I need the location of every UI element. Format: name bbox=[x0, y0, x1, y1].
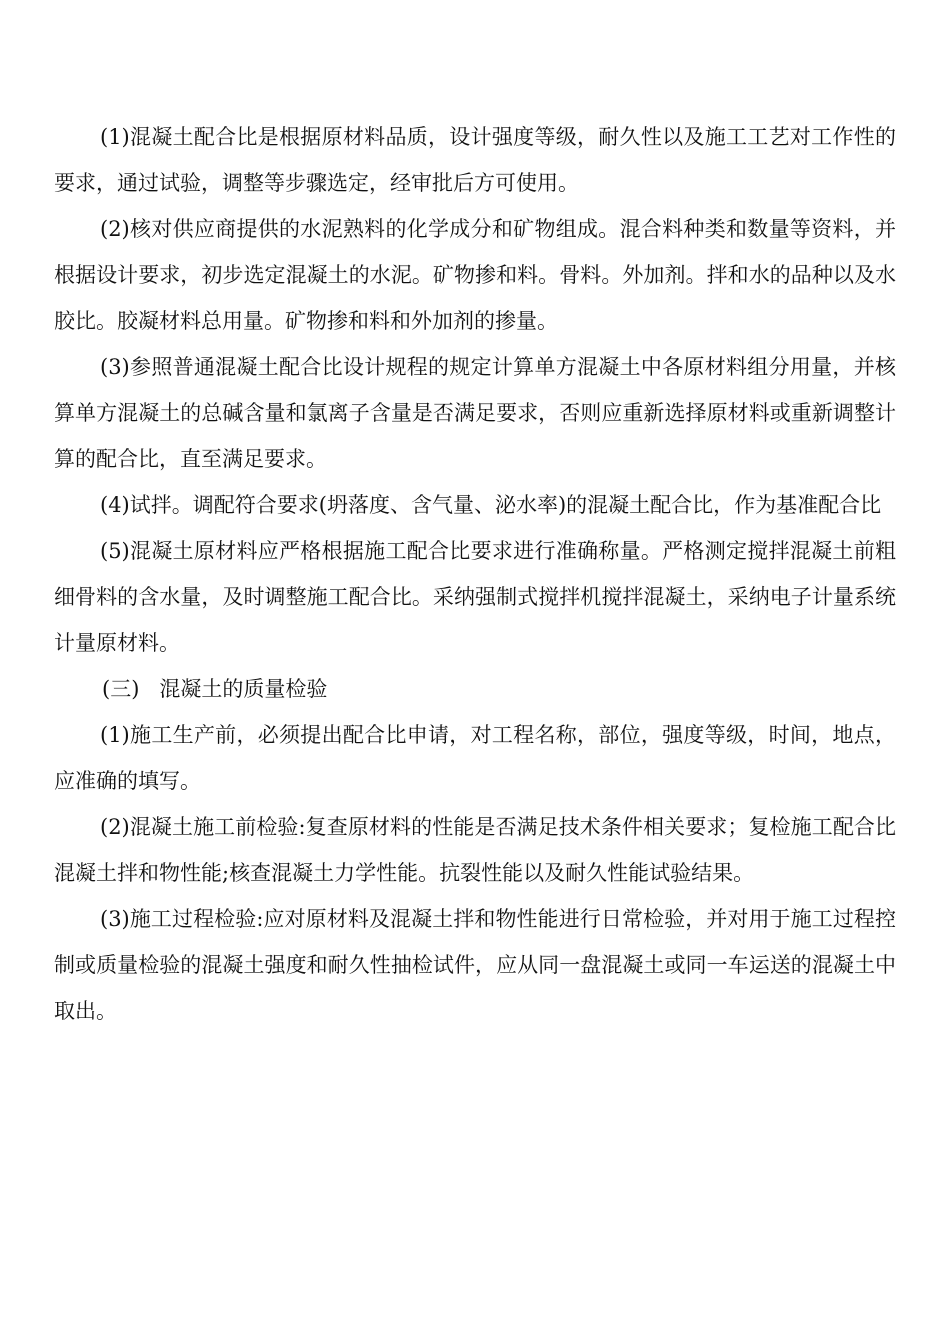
paragraph-weighing: (5)混凝土原材料应严格根据施工配合比要求进行准确称量。严格测定搅拌混凝土前粗细骨料的含水量，及时调整施工配合比。采纳强制式搅拌机搅拌混凝土，采纳电子计量系统计量原材料。 bbox=[54, 539, 896, 655]
paragraph-process-inspection: (3)施工过程检验:应对原材料及混凝土拌和物性能进行日常检验，并对用于施工过程控制或质量检验的混凝土强度和耐久性抽检试件，应从同一盘混凝土或同一车运送的混凝土中取出。 bbox=[54, 907, 896, 1023]
section-heading-quality-inspection: (三) 混凝土的质量检验 bbox=[102, 677, 328, 701]
paragraph-trial-mix: (4)试拌。调配符合要求(坍落度、含气量、泌水率)的混凝土配合比，作为基准配合比 bbox=[100, 493, 882, 517]
paragraph-pre-construction-inspection: (2)混凝土施工前检验:复查原材料的性能是否满足技术条件相关要求；复检施工配合比混凝土拌和物性能;核查混凝土力学性能。抗裂性能以及耐久性能试验结果。 bbox=[54, 815, 896, 885]
document-body bbox=[54, 114, 896, 1034]
paragraph-pre-production: (1)施工生产前，必须提出配合比申请，对工程名称，部位，强度等级，时间，地点，应准确的填写。 bbox=[54, 723, 896, 793]
paragraph-supplier-check: (2)核对供应商提供的水泥熟料的化学成分和矿物组成。混合料种类和数量等资料，并根据设计要求，初步选定混凝土的水泥。矿物掺和料。骨料。外加剂。拌和水的品种以及水胶比。胶凝材料总用量。矿物掺和料和外加剂的掺量。 bbox=[54, 217, 896, 333]
paragraph-calculation: (3)参照普通混凝土配合比设计规程的规定计算单方混凝土中各原材料组分用量，并核算单方混凝土的总碱含量和氯离子含量是否满足要求，否则应重新选择原材料或重新调整计算的配合比，直至满足要求。 bbox=[54, 355, 896, 471]
paragraph-mix-ratio-definition: (1)混凝土配合比是根据原材料品质，设计强度等级，耐久性以及施工工艺对工作性的要求，通过试验，调整等步骤选定，经审批后方可使用。 bbox=[54, 125, 896, 195]
